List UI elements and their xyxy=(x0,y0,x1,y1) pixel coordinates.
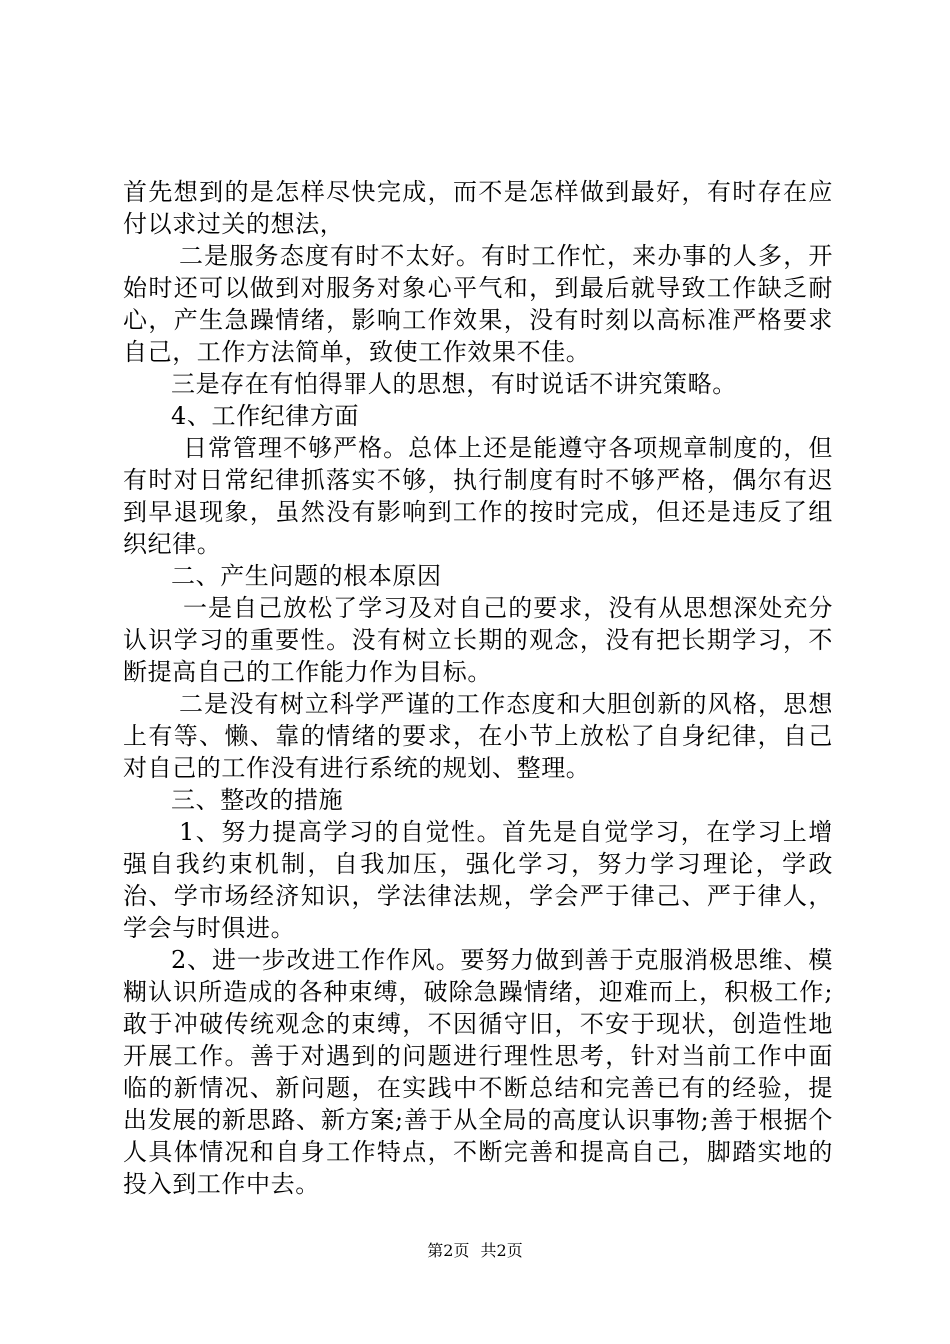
paragraph-measure-two: 2、进一步改进工作作风。要努力做到善于克服消极思维、模糊认识所造成的各种束缚，破除急躁情绪，迎难而上，积极工作;敢于冲破传统观念的束缚，不因循守旧，不安于现状，创造性地开展工作。善于对遇到的问题进行理性思考，针对当前工作中面临的新情况、新问题，在实践中不断总结和完善已有的经验，提出发展的新思路、新方案;善于从全局的高度认识事物;善于根据个人具体情况和自身工作特点，不断完善和提高自己，脚踏实地的投入到工作中去。 xyxy=(123,946,833,1198)
page-number: 第2页 xyxy=(427,1241,470,1260)
paragraph-fear-offending: 三是存在有怕得罪人的思想，有时说话不讲究策略。 xyxy=(171,370,737,398)
paragraph-continuation: 首先想到的是怎样尽快完成，而不是怎样做到最好，有时存在应付以求过关的想法， xyxy=(123,178,833,238)
document-body xyxy=(123,176,833,1200)
page-total: 共2页 xyxy=(480,1241,523,1260)
paragraph-service-attitude: 二是服务态度有时不太好。有时工作忙，来办事的人多，开始时还可以做到对服务对象心平气和，到最后就导致工作缺乏耐心，产生急躁情绪，影响工作效果，没有时刻以高标准严格要求自己，工作方法简单，致使工作效果不佳。 xyxy=(123,242,833,366)
page-footer xyxy=(0,1241,950,1261)
section-heading-root-causes: 二、产生问题的根本原因 xyxy=(171,562,442,590)
section-heading-work-discipline: 4、工作纪律方面 xyxy=(171,402,360,430)
section-heading-rectification: 三、整改的措施 xyxy=(171,786,344,814)
paragraph-daily-management: 日常管理不够严格。总体上还是能遵守各项规章制度的，但有时对日常纪律抓落实不够，执行制度有时不够严格，偶尔有迟到早退现象，虽然没有影响到工作的按时完成，但还是违反了组织纪律。 xyxy=(123,434,833,558)
paragraph-cause-two: 二是没有树立科学严谨的工作态度和大胆创新的风格，思想上有等、懒、靠的情绪的要求，在小节上放松了自身纪律，自己对自己的工作没有进行系统的规划、整理。 xyxy=(123,690,833,782)
paragraph-measure-one: 1、努力提高学习的自觉性。首先是自觉学习，在学习上增强自我约束机制，自我加压，强化学习，努力学习理论，学政治、学市场经济知识，学法律法规，学会严于律己、严于律人，学会与时俱进。 xyxy=(123,818,833,942)
paragraph-cause-one: 一是自己放松了学习及对自己的要求，没有从思想深处充分认识学习的重要性。没有树立长期的观念，没有把长期学习，不断提高自己的工作能力作为目标。 xyxy=(123,594,833,686)
